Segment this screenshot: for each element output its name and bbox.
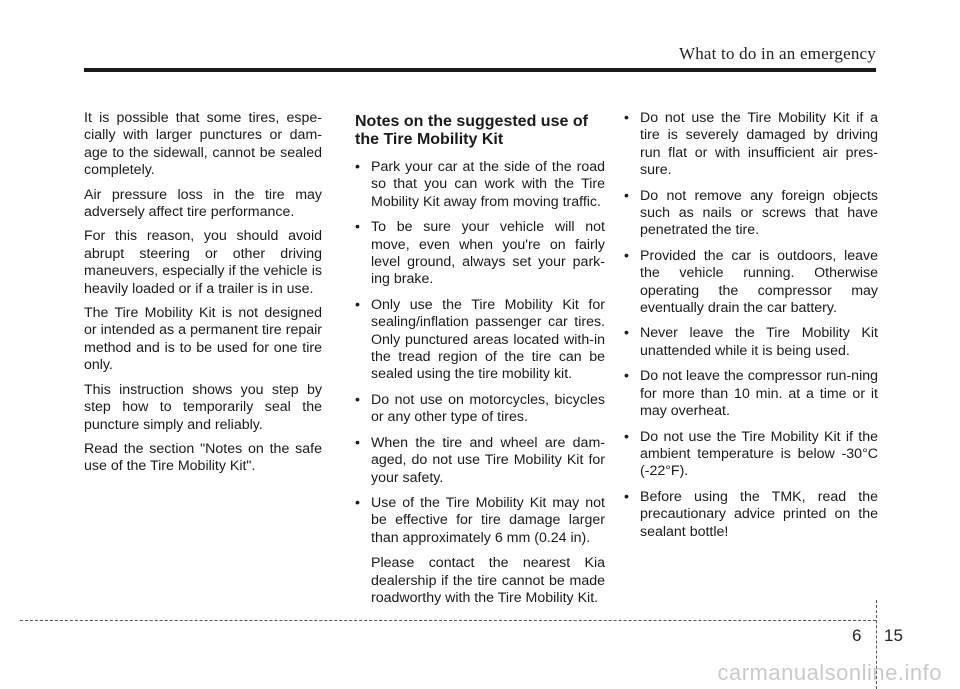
list-item-text: Do not use on motorcycles, bicycles or any other type of tires. <box>371 391 605 426</box>
list-item <box>624 368 878 420</box>
list-item <box>355 219 605 289</box>
list-item <box>624 489 878 541</box>
list-item-text: When the tire and wheel are dam-aged, do not use Tire Mobility Kit for your safety. <box>371 434 605 486</box>
bullet-icon: • <box>355 296 360 313</box>
list-item-text: To be sure your vehicle will not move, even when you're on fairly level ground, always set your park-ing brake. <box>371 219 605 288</box>
left-column <box>84 110 322 483</box>
bullet-icon: • <box>355 159 360 175</box>
paragraph: It is possible that some tires, espe-cially with larger punctures or dam-age to the sidewall, cannot be sealed completely. <box>84 110 322 179</box>
right-column <box>624 110 878 549</box>
list-item <box>355 435 605 487</box>
paragraph: The Tire Mobility Kit is not designed or intended as a permanent tire repair method and is to be used for one tire only. <box>84 305 322 374</box>
list-item <box>624 188 878 240</box>
bullet-icon: • <box>355 434 360 451</box>
list-item <box>624 325 878 360</box>
list-item-text: Do not leave the compressor run-ning for more than 10 min. at a time or it may overheat. <box>640 368 878 420</box>
section-heading: Notes on the suggested use of the Tire Mobility Kit <box>355 113 588 148</box>
header-rule <box>84 68 876 72</box>
list-item-note: Please contact the nearest Kia dealership if the tire cannot be made roadworthy with the Tire Mobility Kit. <box>371 555 605 606</box>
bullet-list <box>624 110 878 541</box>
list-item-text: Only use the Tire Mobility Kit for sealing/inflation passenger car tires. Only punctured areas located with-in the tread region of the tire can be sealed using the tire mobility kit. <box>371 296 605 383</box>
bullet-icon: • <box>624 428 629 445</box>
list-item <box>624 248 878 318</box>
watermark: carmanualsonline.info <box>717 660 942 685</box>
bullet-icon: • <box>624 247 629 264</box>
bullet-icon: • <box>355 494 360 511</box>
list-item-text: Use of the Tire Mobility Kit may not be effective for tire damage larger than approximately 6 mm (0.24 in). <box>371 494 605 546</box>
list-item <box>624 429 878 481</box>
paragraph: This instruction shows you step by step how to temporarily seal the puncture simply and reliably. <box>84 381 322 433</box>
list-item-text: Park your car at the side of the road so that you can work with the Tire Mobility Kit away from moving traffic. <box>371 159 605 210</box>
list-item <box>355 159 605 211</box>
bullet-icon: • <box>355 219 360 236</box>
list-item-text: Do not use the Tire Mobility Kit if a tire is severely damaged by driving run flat or with insufficient air pres-sure. <box>640 110 878 179</box>
list-item-text: Do not use the Tire Mobility Kit if the ambient temperature is below -30°C (-22°F). <box>640 428 878 480</box>
list-item <box>355 392 605 427</box>
list-item-text: Before using the TMK, read the precautionary advice printed on the sealant bottle! <box>640 488 878 540</box>
bullet-icon: • <box>624 187 629 204</box>
paragraph: Air pressure loss in the tire may adversely affect tire performance. <box>84 186 322 221</box>
bullet-icon: • <box>624 368 629 385</box>
paragraph: Read the section "Notes on the safe use of the Tire Mobility Kit". <box>84 440 322 475</box>
list-item-text: Provided the car is outdoors, leave the vehicle running. Otherwise operating the compressor may eventually drain the car battery. <box>640 247 878 317</box>
list-item-text: Never leave the Tire Mobility Kit unattended while it is being used. <box>640 325 878 359</box>
bullet-icon: • <box>624 488 629 505</box>
bullet-icon: • <box>624 325 629 342</box>
bullet-icon: • <box>624 110 629 126</box>
header-title: What to do in an emergency <box>678 44 876 63</box>
list-item-text: Do not remove any foreign objects such as nails or screws that have penetrated the tire. <box>640 187 878 239</box>
list-item <box>355 297 605 384</box>
list-item <box>355 495 605 607</box>
bullet-list <box>355 159 605 607</box>
page-number: 15 <box>884 626 903 645</box>
list-item <box>624 110 878 180</box>
footer-divider <box>20 620 876 621</box>
bullet-icon: • <box>355 391 360 408</box>
paragraph: For this reason, you should avoid abrupt steering or other driving maneuvers, especially if the vehicle is heavily loaded or if a trailer is in use. <box>84 228 322 297</box>
middle-column <box>355 110 605 615</box>
chapter-number: 6 <box>852 626 862 645</box>
